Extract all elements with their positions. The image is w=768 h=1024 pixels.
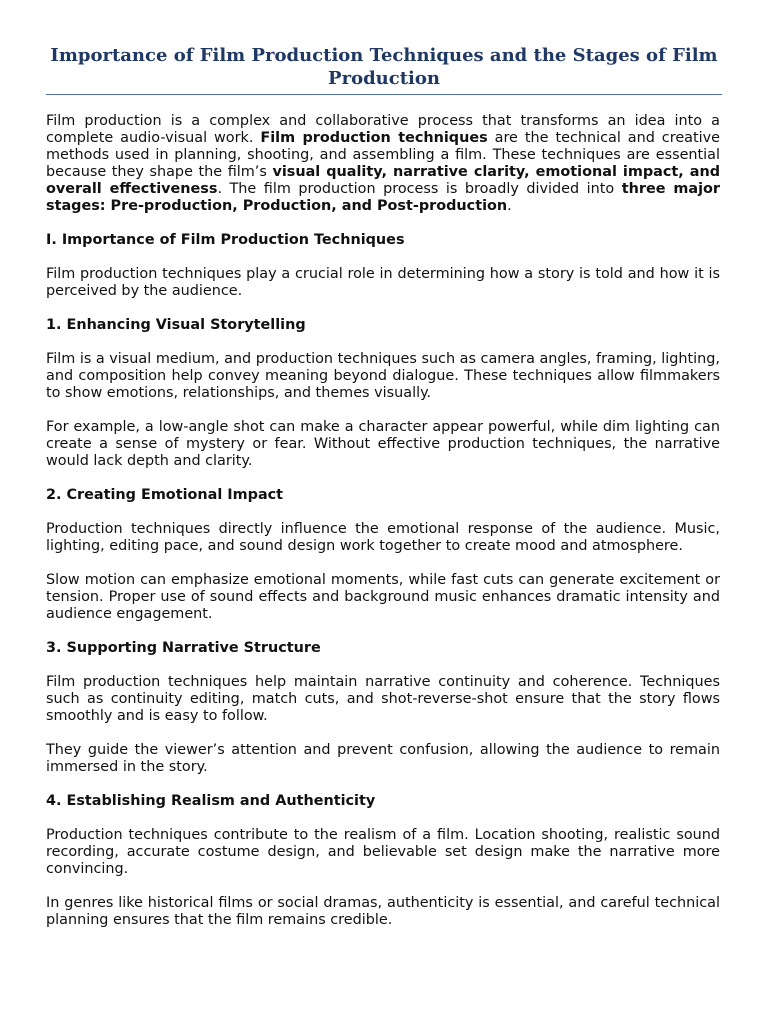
- body-paragraph: Film is a visual medium, and production techniques such as camera angles, framing, lighting, and composition help convey meaning beyond dialogue. These techniques allow filmmakers to show emotions, relationships, and themes visually.: [46, 351, 720, 401]
- body-paragraph: For example, a low-angle shot can make a character appear powerful, while dim lighting can create a sense of mystery or fear. Without effective production techniques, the narrative would lack depth and clarity.: [46, 419, 720, 469]
- title-divider: [46, 94, 722, 95]
- document-body: [46, 113, 720, 946]
- subsection-heading: 4. Establishing Realism and Authenticity: [46, 793, 376, 809]
- document-title: Importance of Film Production Techniques and the Stages of Film Production: [50, 45, 718, 89]
- intro-text: are the technical and creative methods used in planning, shooting, and assembling a film. These techniques are essential because they shape the film’s: [46, 130, 721, 180]
- body-paragraph: In genres like historical films or social dramas, authenticity is essential, and careful technical planning ensures that the film remains credible.: [46, 895, 720, 928]
- body-paragraph: They guide the viewer’s attention and prevent confusion, allowing the audience to remain immersed in the story.: [46, 742, 720, 775]
- intro-bold-text: three major stages: Pre-production, Production, and Post-production: [46, 181, 721, 214]
- body-paragraph: Film production techniques help maintain narrative continuity and coherence. Techniques such as continuity editing, match cuts, and shot-reverse-shot ensure that the story flows smoothly and is easy to follow.: [46, 674, 720, 724]
- intro-bold-text: visual quality, narrative clarity, emotional impact, and overall effectiveness: [46, 164, 720, 197]
- intro-text: .: [507, 198, 512, 214]
- intro-bold-text: Film production techniques: [260, 130, 488, 146]
- section-heading: I. Importance of Film Production Techniques: [46, 232, 405, 248]
- body-paragraph: Production techniques contribute to the realism of a film. Location shooting, realistic sound recording, accurate costume design, and believable set design make the narrative more convincing.: [46, 827, 720, 877]
- body-paragraph: Slow motion can emphasize emotional moments, while fast cuts can generate excitement or tension. Proper use of sound effects and background music enhances dramatic intensity and audience engagement.: [46, 572, 720, 622]
- intro-paragraph: [46, 113, 720, 215]
- intro-text: . The film production process is broadly divided into: [217, 181, 622, 197]
- subsection-heading: 3. Supporting Narrative Structure: [46, 640, 321, 656]
- intro-text: Film production is a complex and collaborative process that transforms an idea into a complete audio-visual work.: [46, 113, 720, 146]
- subsection-heading: 1. Enhancing Visual Storytelling: [46, 317, 306, 333]
- section-intro-paragraph: Film production techniques play a crucial role in determining how a story is told and how it is perceived by the audience.: [46, 266, 720, 299]
- subsection-heading: 2. Creating Emotional Impact: [46, 487, 284, 503]
- body-paragraph: Production techniques directly influence the emotional response of the audience. Music, lighting, editing pace, and sound design work together to create mood and atmosphere.: [46, 521, 720, 554]
